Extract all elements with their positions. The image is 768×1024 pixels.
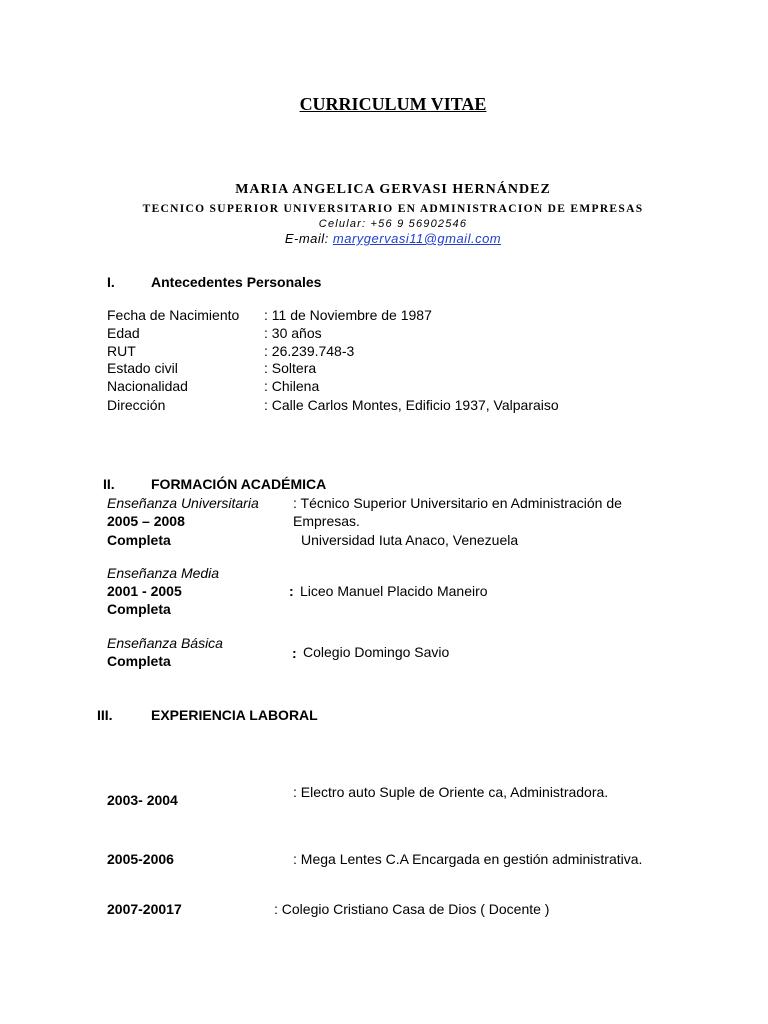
education-level: Enseñanza Media xyxy=(107,565,220,581)
section-number: II. xyxy=(103,476,115,492)
personal-label: RUT xyxy=(107,343,136,359)
education-status: Completa xyxy=(107,653,171,669)
section-title: EXPERIENCIA LABORAL xyxy=(151,707,318,723)
personal-row xyxy=(107,343,667,361)
personal-label: Nacionalidad xyxy=(107,378,188,394)
personal-row xyxy=(107,360,667,378)
email-line xyxy=(0,231,768,246)
personal-row xyxy=(107,307,667,325)
personal-label: Fecha de Nacimiento xyxy=(107,307,240,323)
education-status: Completa xyxy=(107,532,171,548)
section-title: Antecedentes Personales xyxy=(151,274,322,290)
education-institution: Colegio Domingo Savio xyxy=(303,644,450,660)
personal-row xyxy=(107,325,667,343)
education-years: 2001 - 2005 xyxy=(107,583,182,599)
section-number: III. xyxy=(97,707,113,723)
personal-value: : Calle Carlos Montes, Edificio 1937, Valparaiso xyxy=(264,397,559,413)
candidate-name: MARIA ANGELICA GERVASI HERNÁNDEZ xyxy=(235,182,551,197)
personal-row xyxy=(107,397,667,415)
personal-value: : 11 de Noviembre de 1987 xyxy=(264,307,432,323)
personal-label: Dirección xyxy=(107,397,166,413)
job-years: 2003- 2004 xyxy=(107,792,178,808)
section-title: FORMACIÓN ACADÉMICA xyxy=(151,476,327,492)
job-detail: : Electro auto Suple de Oriente ca, Administradora. xyxy=(293,784,609,800)
job-years: 2005-2006 xyxy=(107,851,174,867)
job-detail: : Colegio Cristiano Casa de Dios ( Docente ) xyxy=(274,901,550,917)
education-institution: Universidad Iuta Anaco, Venezuela xyxy=(301,532,519,548)
section-personal-heading xyxy=(107,274,507,292)
education-status: Completa xyxy=(107,601,171,617)
email-link[interactable]: marygervasi11@gmail.com xyxy=(332,231,502,246)
education-level: Enseñanza Básica xyxy=(107,635,223,651)
education-degree: : Técnico Superior Universitario en Administración de xyxy=(293,495,622,511)
personal-row xyxy=(107,378,667,396)
education-level: Enseñanza Universitaria xyxy=(107,495,259,511)
phone-line: Celular: +56 9 56902546 xyxy=(318,218,468,230)
job-years: 2007-20017 xyxy=(107,901,182,917)
personal-value: : 30 años xyxy=(264,325,322,341)
section-education-heading xyxy=(103,476,503,494)
education-institution: Liceo Manuel Placido Maneiro xyxy=(300,583,488,599)
personal-label: Estado civil xyxy=(107,360,178,376)
document-title: CURRICULUM VITAE xyxy=(299,94,487,114)
section-number: I. xyxy=(107,274,115,290)
personal-value: : Chilena xyxy=(264,378,320,394)
candidate-profession: TECNICO SUPERIOR UNIVERSITARIO EN ADMINISTRACION DE EMPRESAS xyxy=(142,203,644,215)
education-years: 2005 – 2008 xyxy=(107,513,185,529)
job-detail: : Mega Lentes C.A Encargada en gestión administrativa. xyxy=(293,851,643,867)
personal-value: : 26.239.748-3 xyxy=(264,343,355,359)
education-colon: : xyxy=(289,583,294,599)
education-colon: : xyxy=(292,645,297,661)
education-degree-continued: Empresas. xyxy=(293,513,360,529)
personal-value: : Soltera xyxy=(264,360,317,376)
email-label: E-mail: xyxy=(284,231,333,246)
personal-label: Edad xyxy=(107,325,140,341)
section-experience-heading xyxy=(97,707,497,725)
